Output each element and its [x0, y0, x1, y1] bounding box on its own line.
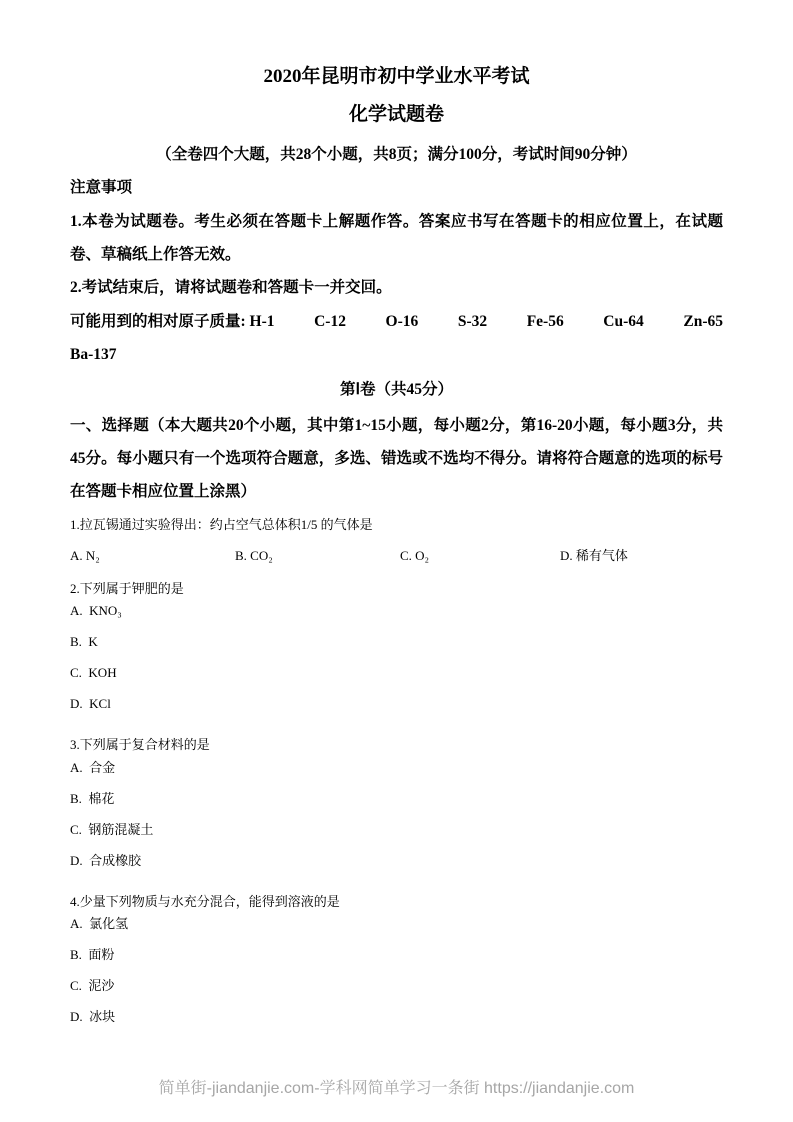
exam-meta: （全卷四个大题，共28个小题，共8页；满分100分，考试时间90分钟）	[156, 145, 637, 163]
exam-subtitle: 化学试题卷	[348, 104, 444, 126]
atomic-mass-label: 可能用到的相对原子质量: H-1	[70, 312, 275, 330]
option-a: A. 合金	[70, 759, 116, 775]
option-d: D. KCl	[70, 696, 111, 712]
atomic-mass-value: S-32	[457, 312, 488, 330]
atomic-mass-value: Zn-65	[683, 312, 723, 330]
atomic-mass-value: Cu-64	[603, 312, 644, 330]
question-3	[70, 730, 723, 885]
atomic-mass-value: O-16	[385, 312, 419, 330]
atomic-mass-value: Fe-56	[526, 312, 564, 330]
option-c: C. KOH	[70, 665, 117, 681]
option-b: B. K	[70, 634, 98, 650]
option-b: B. 棉花	[70, 790, 115, 806]
footer-watermark: 简单街-jiandanjie.com-学科网简单学习一条街 https://jiandanjie.com	[158, 1080, 635, 1097]
option-c: C. 泥沙	[70, 978, 115, 994]
option-b: B. CO₂	[235, 548, 273, 563]
question-4	[70, 887, 723, 1042]
question-2	[70, 574, 723, 729]
option-d: D. 合成橡胶	[70, 852, 142, 868]
question-3-options	[70, 761, 723, 885]
question-text: 3.下列属于复合材料的是	[70, 737, 210, 753]
question-1-options	[70, 541, 723, 572]
question-4-options	[70, 917, 723, 1041]
option-a: A. N₂	[70, 548, 100, 563]
option-c: C. O₂	[400, 548, 430, 563]
question-text: 4.少量下列物质与水充分混合，能得到溶液的是	[70, 893, 340, 909]
option-c: C. 钢筋混凝土	[70, 821, 154, 837]
notice-heading: 注意事项	[70, 179, 133, 197]
atomic-mass-value: C-12	[314, 312, 346, 330]
question-text: 2.下列属于钾肥的是	[70, 580, 184, 596]
exam-title: 2020年昆明市初中学业水平考试	[263, 66, 530, 87]
option-d: D. 稀有气体	[560, 548, 628, 563]
atomic-mass-overflow: Ba-137	[70, 345, 117, 363]
option-b: B. 面粉	[70, 947, 115, 963]
notice-item-2: 2.考试结束后，请将试题卷和答题卡一并交回。	[70, 279, 392, 297]
question-2-options	[70, 604, 723, 728]
section-title: 第Ⅰ卷（共45分）	[339, 381, 454, 399]
question-text: 1.拉瓦锡通过实验得出：约占空气总体积1/5 的气体是	[70, 517, 373, 533]
option-d: D. 冰块	[70, 1009, 116, 1025]
question-1	[70, 510, 723, 571]
option-a: A. 氯化氢	[70, 916, 129, 932]
notice-item-1: 1.本卷为试题卷。考生必须在答题卡上解题作答。答案应书写在答题卡的相应位置上，在试题卷、草稿纸上作答无效。	[70, 212, 723, 263]
section-instructions: 一、选择题（本大题共20个小题，其中第1~15小题，每小题2分，第16-20小题，每小题3分，共45分。每小题只有一个选项符合题意，多选、错选或不选均不得分。请将符合题意的选项的标号在答题卡相应位置上涂黑）	[70, 416, 723, 501]
atomic-mass-line	[70, 305, 723, 338]
option-a: A. KNO₃	[70, 603, 122, 619]
